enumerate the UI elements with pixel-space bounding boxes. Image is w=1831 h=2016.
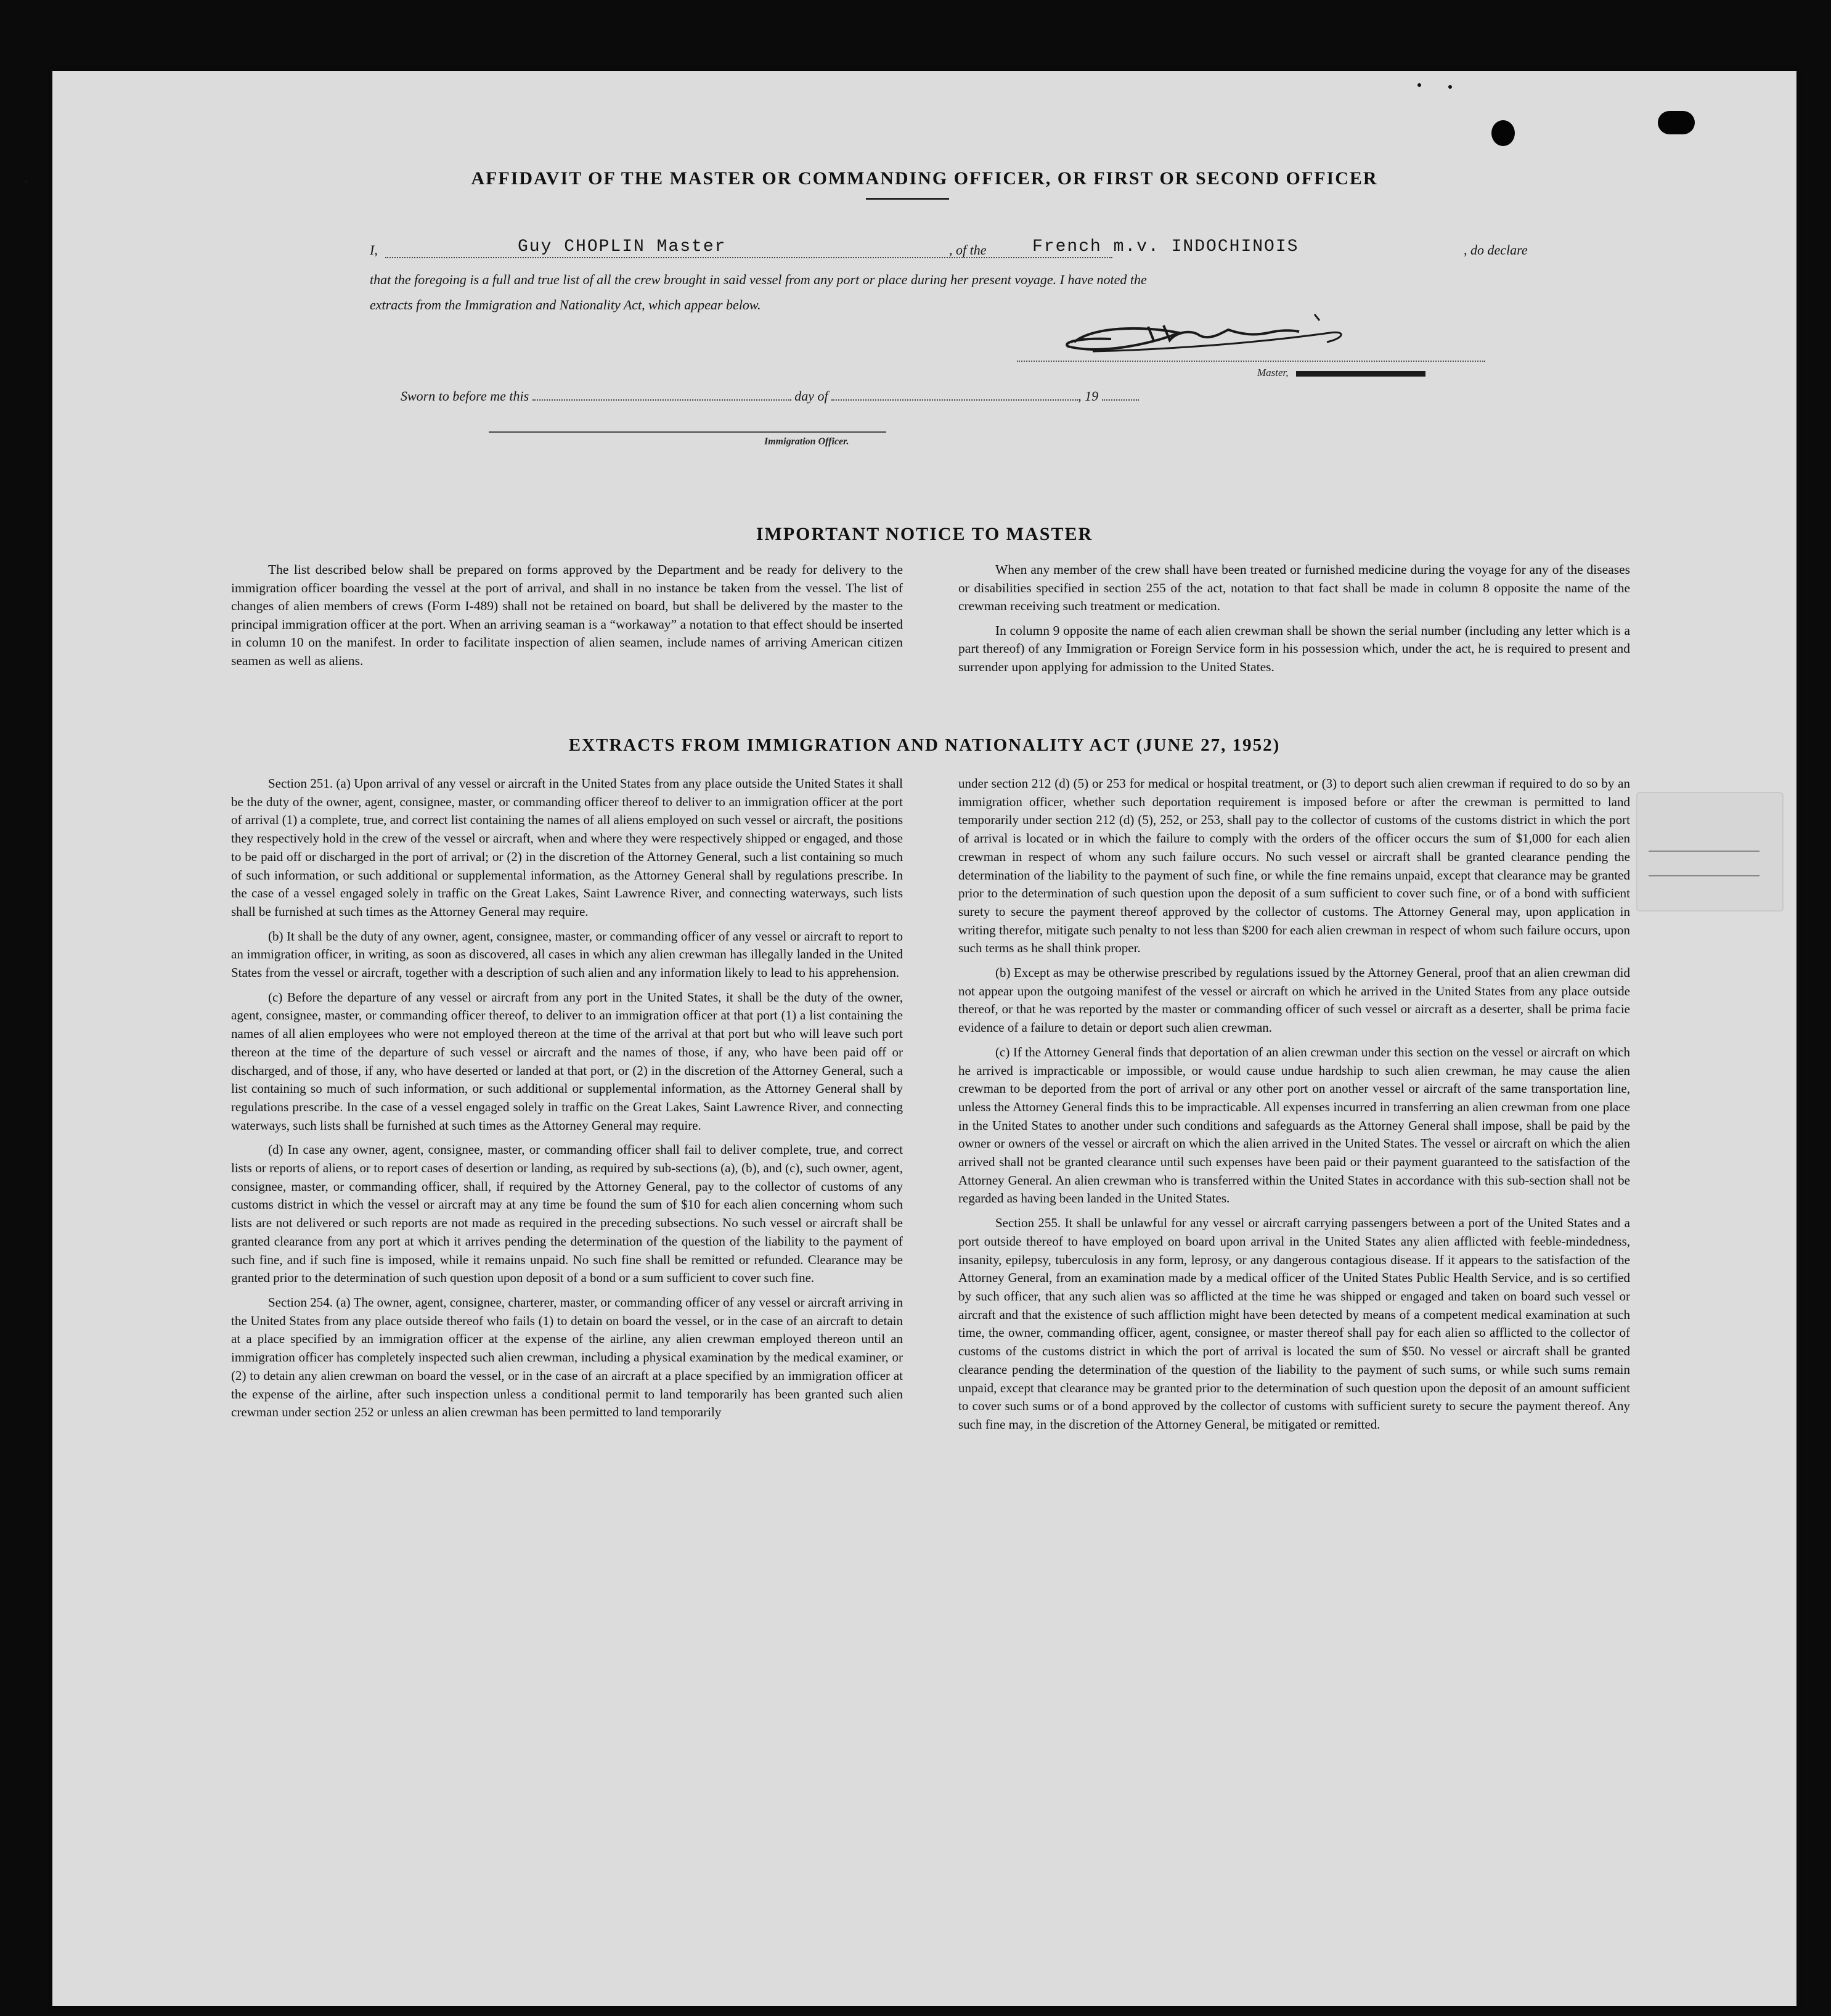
notice-paragraph: When any member of the crew shall have been treated or furnished medicine during the voyage for any of the diseases or disabilities specified in section 255 of the act, notation to that fact shall be made in column 8 opposite the name of the crewman receiving such treatment or medication. xyxy=(958,562,1630,613)
immigration-officer-caption: Immigration Officer. xyxy=(764,436,849,447)
section-254c: (c) If the Attorney General finds that deportation of an alien crewman under this section on the vessel or aircraft on which he arrived is impracticable or impossible, or would cause undue hardship to such alien crewman, he may cause the alien crewman to be deported from the port of arrival or any other port on another vessel or aircraft of the same transportation line, unless the Attorney General finds this to be impracticable. All expenses incurred in transferring an alien crewman from one place in the United States to another under such conditions and safeguards as the Attorney General shall impose, shall be paid by the owner or owners of the vessel or aircraft on which the alien arrived in the United States. The vessel or aircraft on which the alien arrived shall not be granted clearance until such expenses have been paid or their payment guaranteed to the satisfaction of the Attorney General. An alien crewman who is transferred within the United States in accordance with this sub-section shall not be regarded as having been landed in the United States. xyxy=(958,1044,1630,1206)
notice-paragraph: The list described below shall be prepared on forms approved by the Department and be ready for delivery to the immigration officer boarding the vessel at the port of arrival, and shall in no instance be taken from the vessel. The list of changes of alien members of crews (Form I-489) shall not be retained on board, but shall be delivered by the master to the principal immigration officer at the port. When an arriving seaman is a “workaway” a notation to that effect should be inserted in column 10 on the manifest. In order to facilitate inspection of alien seamen, include names of arriving American citizen seamen as well as aliens. xyxy=(231,562,903,668)
punch-hole xyxy=(1658,111,1695,134)
sworn-month-field[interactable] xyxy=(831,399,1078,401)
section-254b: (b) Except as may be otherwise prescribed by regulations issued by the Attorney General, proof that an alien crewman did not appear upon the outgoing manifest of the vessel or aircraft on which he arrived in the United States from any place outside thereof, or that he was reported by the master or commanding officer of such vessel or aircraft as a deserter, shall be prima facie evidence of a failure to detain or deport such alien crewman. xyxy=(958,965,1630,1035)
signature-caption xyxy=(1257,367,1425,379)
section-251c: (c) Before the departure of any vessel or aircraft from any port in the United States, it shall be the duty of the owner, agent, consignee, master, or commanding officer thereof, to deliver to an immigration officer at that port (1) a list containing the names of all alien employees who were not employed thereon at the time of the arrival at that port but who will leave such port thereon at the time of the departure of such vessel or aircraft and the names of those, if any, who have been paid off or discharged, and of those, if any, who have deserted or landed at that port, or (2) in the discretion of the Attorney General, such a list containing so much of such information, or such additional or supplemental information, as the Attorney General shall by regulations prescribe. In the case of a vessel engaged solely in traffic on the Great Lakes, Saint Lawrence River, and connecting waterways, such lists shall be furnished at such times as the Attorney General may require. xyxy=(231,989,903,1133)
vessel-name-field[interactable]: French m.v. INDOCHINOIS xyxy=(1032,237,1299,256)
extracts-right-column xyxy=(958,775,1630,1440)
master-caption: Master, xyxy=(1257,367,1289,378)
year-label: , 19 xyxy=(1078,388,1099,404)
section-255: Section 255. It shall be unlawful for any vessel or aircraft carrying passengers between a port of the United States and a port outside thereof to have employed on board upon arrival in the United States any alien afflicted with feeble-mindedness, insanity, epilepsy, tuberculosis in any form, leprosy, or any dangerous contagious disease. If it appears to the satisfaction of the Attorney General, from an examination made by a medical officer of the United States Public Health Service, and is so certified by such officer, that any such alien was so afflicted at the time he was shipped or engaged and taken on board such vessel or aircraft and that the existence of such affliction might have been detected by means of a competent medical examination at such time, the owner, commanding officer, agent, consignee, or master thereof shall pay for each alien so afflicted to the collector of customs of the customs district in which the port of arrival is located the sum of $50. No vessel or aircraft shall be granted clearance pending the determination of the question of the liability to the payment of such sums, or while such sums remain unpaid, except that clearance may be granted prior to the determination of such question upon the deposit of an amount sufficient to cover such sums or of a bond approved by the collector of customs with sufficient surety to secure the payment thereof. Any such fine may, in the discretion of the Attorney General, be mitigated or remitted. xyxy=(958,1215,1630,1432)
sworn-prefix: Sworn to before me this xyxy=(401,388,529,404)
notice-left-column xyxy=(231,561,903,676)
speck xyxy=(1417,83,1421,87)
notice-paragraph: In column 9 opposite the name of each alien crewman shall be shown the serial number (including any letter which is a part thereof) of any Immigration or Foreign Service form in his possession which, under the act, he is required to present and surrender upon applying for admission to the United States. xyxy=(958,622,1630,674)
affidavit-title: AFFIDAVIT OF THE MASTER OR COMMANDING OFFICER, OR FIRST OR SECOND OFFICER xyxy=(471,168,1378,189)
section-251d: (d) In case any owner, agent, consignee, master, or commanding officer shall fail to deliver complete, true, and correct lists or reports of aliens, or to report cases of desertion or landing, as required by sub-sections (a), (b), and (c), such owner, agent, consignee, master, or commanding officer, shall, if required by the Attorney General, pay to the collector of customs of any customs district in which the vessel or aircraft may at any time be found the sum of $10 for each alien concerning whom such lists are not delivered or such reports are not made as required in the preceding subsections. No such vessel or aircraft shall be granted clearance from any port at which it arrives pending the determination of the question of the liability to the payment of such fine, and if such fine is imposed, while it remains unpaid. No such fine shall be remitted or refunded. Clearance may be granted prior to the determination of such question upon deposit of a bond or a sum sufficient to cover such fine. xyxy=(231,1142,903,1286)
section-251a: Section 251. (a) Upon arrival of any vessel or aircraft in the United States from any place outside the United States it shall be the duty of the owner, agent, consignee, master, or commanding officer thereof to deliver to an immigration officer at the port of arrival (1) a complete, true, and correct list containing the names of all aliens employed on such vessel or aircraft, the positions they respectively hold in the crew of the vessel or aircraft, when and where they were respectively shipped or engaged, and those to be paid off or discharged in the port of arrival; or (2) in the discretion of the Attorney General, such a list containing so much of such information, or such additional or supplemental information, as the Attorney General shall by regulations prescribe. In the case of a vessel engaged solely in traffic on the Great Lakes, Saint Lawrence River, and connecting waterways, such lists shall be furnished at such times as the Attorney General may require. xyxy=(231,776,903,919)
of-the-label: , of the xyxy=(949,242,987,258)
paper-tab-artifact xyxy=(1636,792,1784,912)
section-254a: Section 254. (a) The owner, agent, consignee, charterer, master, or commanding officer of any vessel or aircraft arriving in the United States from any place outside thereof who fails (1) to detain on board the vessel, or in the case of an aircraft to detain at a place specified by an immigration officer at the expense of the airline, any alien crewman employed thereon until an immigration officer has completely inspected such alien crewman, including a physical examination by the medical examiner, or (2) to detain any alien crewman on board the vessel, or in the case of an aircraft at a place specified by an immigration officer at the expense of the airline, after such inspection unless a conditional permit to land temporarily has been granted such alien crewman under section 252 or unless an alien crewman has been permitted to land temporarily xyxy=(231,1294,903,1420)
sworn-year-field[interactable] xyxy=(1102,399,1139,401)
declaration-line-3: extracts from the Immigration and Nationality Act, which appear below. xyxy=(370,297,761,312)
master-signature xyxy=(1056,308,1401,364)
speck xyxy=(1448,85,1452,89)
section-254a-continued: under section 212 (d) (5) or 253 for medical or hospital treatment, or (3) to deport such alien crewman if required to do so by an immigration officer, whether such deportation requirement is imposed before or after the crewman is permitted to land temporarily under section 212 (d) (5), 252, or 253, shall pay to the collector of customs of the customs district in which the port of arrival is located or in which the failure to comply with the orders of the officer occurs the sum of $1,000 for each alien crewman in respect of whom any such failure occurs. No such vessel or aircraft shall be granted clearance pending the determination of the liability to the payment of such fine, or while the fine remains unpaid, except that clearance may be granted prior to the determination of such question upon the deposit of a sum sufficient to cover such fine, or of a bond with sufficient surety to secure the payment thereof approved by the collector of customs. The Attorney General may, upon application in writing therefor, mitigate such penalty to not less than $200 for each alien crewman in respect of whom such failure occurs, upon such terms as he shall think proper. xyxy=(958,776,1630,956)
extracts-title: EXTRACTS FROM IMMIGRATION AND NATIONALITY ACT (JUNE 27, 1952) xyxy=(568,735,1281,755)
extracts-left-column xyxy=(231,775,903,1428)
tab-line xyxy=(1649,851,1760,852)
declaration-prefix: I, xyxy=(370,242,378,258)
title-underline xyxy=(866,198,949,200)
master-name-field[interactable]: Guy CHOPLIN Master xyxy=(518,237,727,256)
speck xyxy=(25,180,28,183)
struck-out-text xyxy=(1296,371,1425,377)
tab-line xyxy=(1649,875,1760,876)
document-page xyxy=(52,71,1796,2006)
immigration-officer-signature-line xyxy=(489,431,886,433)
name-field-line xyxy=(385,242,1112,258)
do-declare-label: , do declare xyxy=(1464,242,1528,258)
notice-title: IMPORTANT NOTICE TO MASTER xyxy=(756,524,1093,544)
sworn-day-field[interactable] xyxy=(532,399,791,401)
day-of-label: day of xyxy=(794,388,828,404)
punch-hole xyxy=(1491,120,1515,146)
signature-line xyxy=(1017,361,1485,362)
declaration-line-2: that the foregoing is a full and true list of all the crew brought in said vessel from any port or place during her present voyage. I have noted the xyxy=(370,272,1147,287)
sworn-line xyxy=(401,388,1139,404)
notice-right-column xyxy=(958,561,1630,682)
section-251b: (b) It shall be the duty of any owner, agent, consignee, master, or commanding officer of any vessel or aircraft to report to an immigration officer, in writing, as soon as discovered, all cases in which any alien crewman has illegally landed in the United States from the vessel or aircraft, together with a description of such alien and any information likely to lead to his apprehension. xyxy=(231,928,903,981)
